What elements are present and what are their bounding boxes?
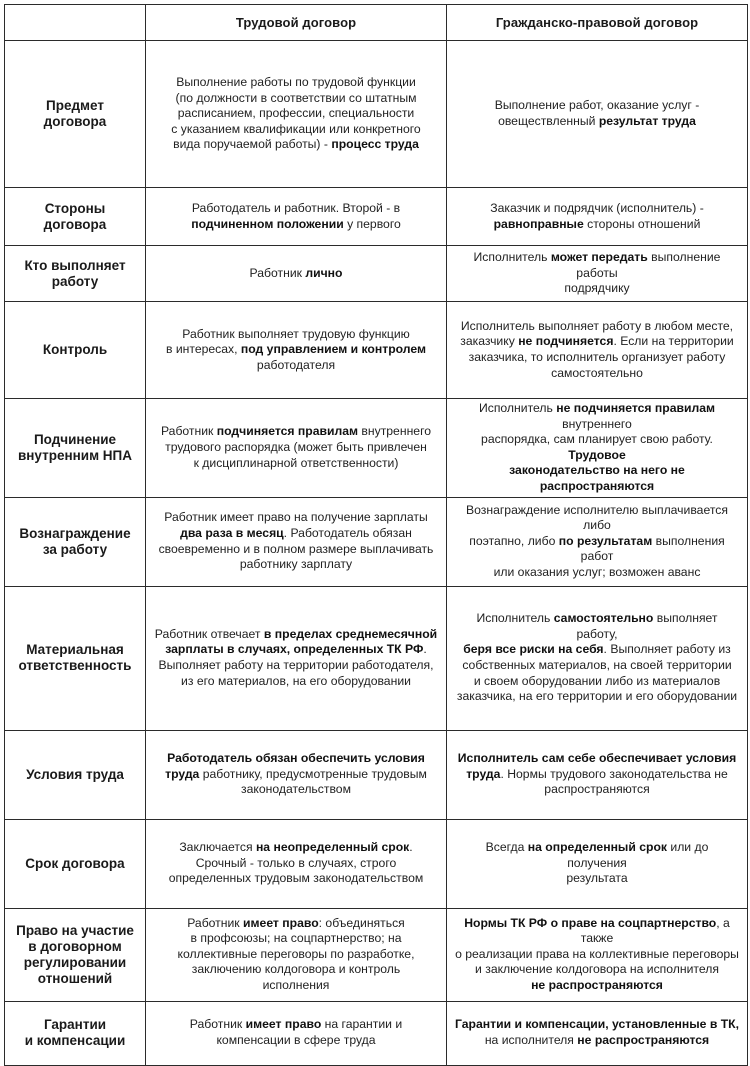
cell-line bbox=[455, 565, 739, 581]
bold-text: имеет право bbox=[245, 1017, 322, 1032]
text: в профсоюзы; на соцпартнерство; на bbox=[190, 931, 402, 946]
text: или до получения bbox=[567, 840, 709, 870]
bold-text: труда bbox=[165, 766, 200, 781]
row-label-line: Срок договора bbox=[25, 855, 125, 871]
cell-line bbox=[455, 114, 739, 130]
table-row bbox=[5, 730, 748, 819]
text: Вознаграждение исполнителю выплачивается либо bbox=[466, 502, 728, 533]
header-empty-cell bbox=[5, 5, 146, 41]
text: из его материалов, на его оборудовании bbox=[181, 673, 411, 688]
cell-line bbox=[455, 350, 739, 366]
cell-line bbox=[154, 978, 438, 994]
text: определенных трудовым законодательством bbox=[168, 871, 424, 886]
cell-line bbox=[455, 871, 739, 887]
cell-line bbox=[455, 401, 739, 432]
text: у первого bbox=[343, 216, 401, 231]
text: Работник bbox=[249, 265, 306, 280]
cell-line bbox=[455, 217, 739, 233]
text: Работник bbox=[187, 915, 244, 930]
civil-contract-cell bbox=[447, 586, 748, 730]
table-row bbox=[5, 908, 748, 1001]
row-label-line: Условия труда bbox=[26, 766, 124, 782]
cell-line bbox=[154, 327, 438, 343]
header-row bbox=[5, 5, 748, 41]
cell-line bbox=[455, 642, 739, 658]
text: Работодатель и работник. Второй - в bbox=[191, 200, 401, 215]
row-label-line: регулировании bbox=[23, 954, 127, 970]
civil-contract-cell bbox=[447, 1001, 748, 1065]
text: . bbox=[409, 840, 413, 855]
cell-line bbox=[455, 611, 739, 642]
text: Заказчик и подрядчик (исполнитель) - bbox=[490, 200, 704, 215]
bold-text: подчиненном положении bbox=[191, 216, 344, 231]
text: Работник bbox=[189, 1017, 246, 1032]
cell-line bbox=[154, 674, 438, 690]
bold-text: подчиняется правилам bbox=[216, 424, 359, 439]
text: заключению колдоговора и контроль bbox=[191, 962, 401, 977]
cell-line bbox=[455, 947, 739, 963]
row-label-line: Предмет договора bbox=[43, 98, 107, 129]
civil-contract-cell bbox=[447, 41, 748, 188]
civil-contract-cell bbox=[447, 399, 748, 498]
text: : объединяться bbox=[318, 915, 405, 930]
labor-contract-cell bbox=[146, 819, 447, 908]
cell-line bbox=[154, 456, 438, 472]
text: исполнения bbox=[262, 977, 330, 992]
text: коллективные переговоры по разработке, bbox=[177, 946, 415, 961]
bold-text: по результатам bbox=[558, 533, 653, 548]
bold-text: не распространяются bbox=[531, 977, 663, 992]
text: и своем оборудовании либо из материалов bbox=[473, 673, 721, 688]
bold-text: беря все риски на себя bbox=[463, 642, 604, 657]
cell-line bbox=[455, 689, 739, 705]
header-civil-contract: Гражданско-правовой договор bbox=[447, 5, 748, 41]
row-label bbox=[5, 302, 146, 399]
bold-text: не распространяются bbox=[577, 1033, 710, 1048]
cell-line bbox=[455, 201, 739, 217]
row-label-line: за работу bbox=[42, 541, 108, 557]
cell-line bbox=[154, 962, 438, 978]
labor-contract-cell bbox=[146, 1001, 447, 1065]
text: Работник имеет право на получение зарплаты bbox=[164, 510, 428, 525]
text: . bbox=[423, 642, 427, 657]
text: самостоятельно bbox=[551, 365, 643, 380]
text: Заключается bbox=[179, 840, 256, 855]
table-row bbox=[5, 188, 748, 246]
text: выполнение работы bbox=[576, 250, 721, 280]
cell-line bbox=[455, 281, 739, 297]
cell-line bbox=[154, 642, 438, 658]
text: выполнения работ bbox=[580, 533, 725, 564]
cell-line bbox=[154, 542, 438, 558]
row-label-line: и компенсации bbox=[24, 1033, 126, 1049]
cell-line bbox=[455, 751, 739, 767]
table-body bbox=[5, 41, 748, 1066]
labor-contract-cell bbox=[146, 41, 447, 188]
cell-line bbox=[154, 106, 438, 122]
cell-line bbox=[154, 658, 438, 674]
cell-line bbox=[455, 674, 739, 690]
text: Выполнение работ, оказание услуг - bbox=[494, 98, 700, 113]
cell-line bbox=[154, 871, 438, 887]
cell-line bbox=[154, 557, 438, 573]
text: на исполнителя bbox=[484, 1033, 578, 1048]
labor-contract-cell bbox=[146, 188, 447, 246]
row-label bbox=[5, 497, 146, 586]
cell-line bbox=[154, 526, 438, 542]
cell-line bbox=[455, 366, 739, 382]
cell-line bbox=[154, 782, 438, 798]
cell-line bbox=[455, 1033, 739, 1049]
bold-text: самостоятельно bbox=[553, 611, 654, 626]
row-label-line: внутренним НПА bbox=[17, 447, 133, 463]
table-row bbox=[5, 819, 748, 908]
text: и заключение колдоговора на исполнителя bbox=[475, 962, 719, 977]
text: вида поручаемой работы) - bbox=[173, 137, 332, 152]
cell-line bbox=[455, 319, 739, 335]
cell-line bbox=[455, 1017, 739, 1033]
table-row bbox=[5, 41, 748, 188]
bold-text: Нормы ТК РФ о праве на соцпартнерство bbox=[464, 915, 717, 930]
text: подрядчику bbox=[564, 281, 630, 296]
row-label-line: Материальная bbox=[26, 642, 124, 658]
text: , а также bbox=[580, 915, 730, 946]
cell-line bbox=[154, 916, 438, 932]
comparison-table bbox=[4, 4, 748, 1066]
cell-line bbox=[154, 510, 438, 526]
text: на гарантии и bbox=[321, 1017, 403, 1032]
row-label bbox=[5, 188, 146, 246]
text: распространяются bbox=[544, 782, 650, 797]
civil-contract-cell bbox=[447, 188, 748, 246]
text: в интересах, bbox=[165, 342, 241, 357]
row-label-line: Контроль bbox=[42, 342, 108, 357]
civil-contract-cell bbox=[447, 819, 748, 908]
cell-line bbox=[154, 856, 438, 872]
cell-line bbox=[455, 98, 739, 114]
text: к дисциплинарной ответственности) bbox=[193, 455, 399, 470]
text: Выполняет работу на территории работодателя, bbox=[158, 658, 434, 673]
labor-contract-cell bbox=[146, 908, 447, 1001]
civil-contract-cell bbox=[447, 730, 748, 819]
text: заказчика, на его территории и его оборудовании bbox=[456, 689, 738, 704]
civil-contract-cell bbox=[447, 246, 748, 302]
labor-contract-cell bbox=[146, 399, 447, 498]
row-label-line: Кто выполняет работу bbox=[24, 257, 126, 289]
text: распорядка, сам планирует свою работу. bbox=[481, 432, 713, 447]
bold-text: может передать bbox=[550, 250, 648, 265]
text: компенсации в сфере труда bbox=[216, 1033, 376, 1048]
text: . Если на территории bbox=[613, 334, 734, 349]
cell-line bbox=[455, 334, 739, 350]
cell-line bbox=[154, 1017, 438, 1033]
cell-line bbox=[455, 534, 739, 565]
row-label-line: Подчинение bbox=[33, 431, 117, 447]
bold-text: лично bbox=[305, 265, 343, 280]
table-row bbox=[5, 497, 748, 586]
labor-contract-cell bbox=[146, 246, 447, 302]
bold-text: зарплаты в случаях, определенных ТК РФ bbox=[165, 642, 424, 657]
bold-text: результат труда bbox=[598, 114, 696, 128]
row-label bbox=[5, 399, 146, 498]
cell-line bbox=[154, 424, 438, 440]
text: выполняет работу, bbox=[576, 611, 718, 641]
cell-line bbox=[154, 931, 438, 947]
bold-text: два раза в месяц bbox=[180, 525, 284, 540]
bold-text: Трудовое bbox=[568, 447, 626, 462]
civil-contract-cell bbox=[447, 908, 748, 1001]
bold-text: под управлением и контролем bbox=[240, 342, 426, 357]
text: . Работодатель обязан bbox=[283, 525, 412, 540]
cell-line bbox=[154, 122, 438, 138]
text: заказчика, то исполнитель организует работу bbox=[468, 350, 726, 364]
text: внутреннего bbox=[562, 416, 632, 431]
text: Срочный - только в случаях, строго bbox=[195, 855, 397, 870]
text: собственных материалов, на своей территории bbox=[462, 658, 732, 673]
text: Работник bbox=[160, 424, 217, 439]
cell-line bbox=[455, 658, 739, 674]
row-label bbox=[5, 246, 146, 302]
text: законодательством bbox=[241, 782, 351, 797]
text: . Нормы трудового законодательства не bbox=[500, 766, 728, 781]
cell-line bbox=[154, 137, 438, 153]
cell-line bbox=[455, 250, 739, 281]
text: или оказания услуг; возможен аванс bbox=[493, 564, 701, 579]
cell-line bbox=[154, 840, 438, 856]
table-row bbox=[5, 302, 748, 399]
text: расписанием, профессии, специальности bbox=[177, 106, 415, 121]
text: своевременно и в полном размере выплачивать bbox=[158, 541, 434, 556]
cell-line bbox=[455, 840, 739, 871]
cell-line bbox=[154, 201, 438, 217]
bold-text: не подчиняется правилам bbox=[556, 401, 716, 415]
cell-line bbox=[154, 358, 438, 374]
text: поэтапно, либо bbox=[469, 533, 559, 548]
cell-line bbox=[455, 463, 739, 494]
bold-text: законодательство на него не распространяются bbox=[509, 463, 685, 493]
text: заказчику bbox=[460, 334, 519, 349]
cell-line bbox=[455, 962, 739, 978]
row-label-line: отношений bbox=[37, 970, 113, 986]
cell-line bbox=[154, 91, 438, 107]
text: Всегда bbox=[485, 840, 528, 855]
header-labor-contract: Трудовой договор bbox=[146, 5, 447, 41]
text: Исполнитель bbox=[476, 611, 554, 626]
row-label bbox=[5, 819, 146, 908]
row-label-line: Право на участие bbox=[16, 922, 134, 938]
bold-text: не подчиняется bbox=[518, 334, 614, 349]
bold-text: в пределах среднемесячной bbox=[263, 626, 438, 641]
text: Выполнение работы по трудовой функции bbox=[176, 75, 416, 90]
bold-text: процесс труда bbox=[331, 137, 419, 152]
row-label bbox=[5, 908, 146, 1001]
table-row bbox=[5, 399, 748, 498]
text: . Выполняет работу из bbox=[603, 642, 731, 657]
labor-contract-cell bbox=[146, 730, 447, 819]
text: трудового распорядка (может быть привлечен bbox=[165, 439, 427, 454]
bold-text: имеет право bbox=[243, 915, 319, 930]
table-row bbox=[5, 1001, 748, 1065]
row-label-line: Вознаграждение bbox=[19, 525, 131, 541]
text: работнику зарплату bbox=[239, 557, 353, 572]
labor-contract-cell bbox=[146, 497, 447, 586]
row-label bbox=[5, 1001, 146, 1065]
cell-line bbox=[455, 503, 739, 534]
text: с указанием квалификации или конкретного bbox=[171, 121, 421, 136]
bold-text: равноправные bbox=[493, 216, 584, 231]
bold-text: Исполнитель сам себе обеспечивает условия bbox=[457, 751, 737, 766]
civil-contract-cell bbox=[447, 497, 748, 586]
text: Исполнитель bbox=[473, 250, 551, 265]
bold-text: Гарантии и компенсации, установленные в ТК, bbox=[455, 1017, 739, 1032]
cell-line bbox=[154, 75, 438, 91]
text: Исполнитель bbox=[478, 401, 557, 415]
cell-line bbox=[154, 627, 438, 643]
bold-text: на неопределенный срок bbox=[255, 840, 410, 855]
row-label-line: Стороны договора bbox=[43, 200, 107, 232]
cell-line bbox=[455, 916, 739, 947]
text: работнику, предусмотренные трудовым bbox=[199, 766, 427, 781]
cell-line bbox=[154, 217, 438, 233]
table-row bbox=[5, 586, 748, 730]
text: внутреннего bbox=[358, 424, 432, 439]
cell-line bbox=[154, 767, 438, 783]
text: работодателя bbox=[256, 357, 336, 372]
cell-line bbox=[154, 1033, 438, 1049]
civil-contract-cell bbox=[447, 302, 748, 399]
text: (по должности в соответствии со штатным bbox=[175, 90, 417, 105]
labor-contract-cell bbox=[146, 302, 447, 399]
bold-text: Работодатель обязан обеспечить условия bbox=[167, 751, 425, 766]
text: о реализации права на коллективные переговоры bbox=[455, 946, 739, 961]
text: Работник отвечает bbox=[154, 626, 264, 641]
row-label bbox=[5, 41, 146, 188]
text: овеществленный bbox=[498, 114, 599, 128]
text: результата bbox=[566, 871, 628, 886]
text: Работник выполняет трудовую функцию bbox=[182, 326, 410, 341]
cell-line bbox=[455, 978, 739, 994]
labor-contract-cell bbox=[146, 586, 447, 730]
text: стороны отношений bbox=[583, 216, 701, 231]
cell-line bbox=[455, 432, 739, 463]
cell-line bbox=[455, 767, 739, 783]
cell-line bbox=[154, 342, 438, 358]
bold-text: на определенный срок bbox=[527, 840, 667, 855]
cell-line bbox=[154, 440, 438, 456]
cell-line bbox=[154, 947, 438, 963]
row-label bbox=[5, 730, 146, 819]
cell-line bbox=[455, 782, 739, 798]
row-label-line: ответственность bbox=[18, 658, 132, 674]
row-label bbox=[5, 586, 146, 730]
cell-line bbox=[154, 266, 438, 282]
bold-text: труда bbox=[466, 766, 501, 781]
table-row bbox=[5, 246, 748, 302]
row-label-line: Гарантии bbox=[43, 1017, 107, 1033]
text: Исполнитель выполняет работу в любом месте, bbox=[460, 318, 734, 333]
cell-line bbox=[154, 751, 438, 767]
row-label-line: в договорном bbox=[28, 938, 122, 954]
